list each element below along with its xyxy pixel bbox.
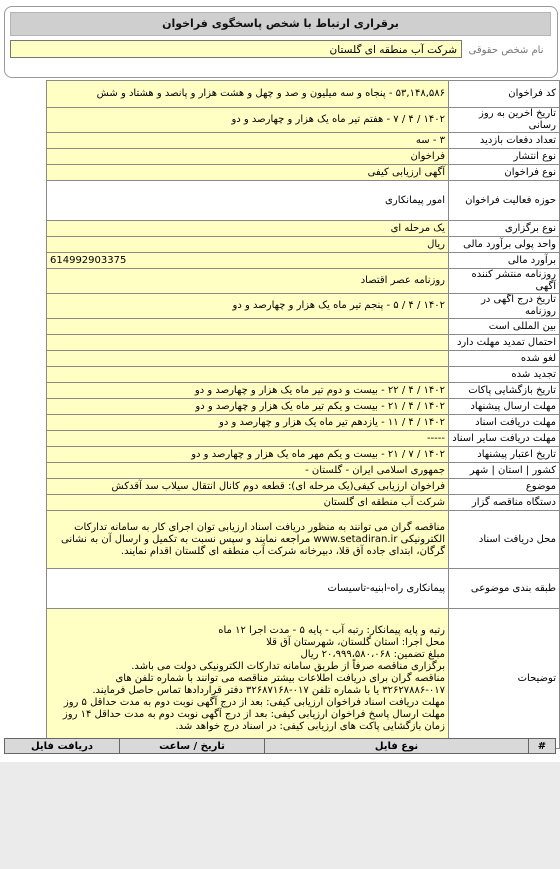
notes-line: مهلت ارسال پاسخ فراخوان ارزیابی کیفی: بعد از درج آگهی نوبت دوم به مدت حداقل ۱۴ روز [62, 708, 445, 720]
last-update-label: تاریخ آخرین به روز رسانی [449, 108, 560, 133]
tender-details-table [46, 80, 560, 749]
category-value: پیمانکاری راه-ابنیه-تاسیسات [47, 569, 449, 609]
org-label: دستگاه مناقصه گزار [449, 495, 560, 511]
scope-label: حوزه فعالیت فراخوان [449, 181, 560, 221]
other-docs-label: مهلت دریافت سایر اسناد [449, 431, 560, 447]
holding-label: نوع برگزاری [449, 221, 560, 237]
submit-deadline-value: ۱۴۰۲ / ۴ / ۲۱ - بیست و یکم تیر ماه یک هزار و چهارصد و دو [47, 399, 449, 415]
scope-value: امور پیمانکاری [47, 181, 449, 221]
files-col-download: دریافت فایل [5, 739, 120, 754]
files-table [4, 738, 556, 754]
pub-date-value: ۱۴۰۲ / ۴ / ۵ - پنجم تیر ماه یک هزار و چهارصد و دو [47, 294, 449, 319]
estimate-label: برآورد مالی [449, 253, 560, 269]
footer-area [0, 762, 560, 869]
legal-entity-field[interactable]: شرکت آب منطقه ای گلستان [10, 40, 462, 58]
notes-line: رتبه و پایه پیمانکار: رتبه آب - پایه ۵ - مدت اجرا ۱۲ ماه [218, 624, 445, 636]
doc-place-label: محل دریافت اسناد [449, 511, 560, 569]
notes-value [47, 609, 449, 749]
notes-line: زمان بازگشایی پاکت های ارزیابی کیفی: در اسناد درج خواهد شد. [175, 720, 445, 732]
newspaper-label: روزنامه منتشر کننده آگهی [449, 269, 560, 294]
category-label: طبقه بندی موضوعی [449, 569, 560, 609]
location-value: جمهوری اسلامی ایران - گلستان - [47, 463, 449, 479]
pub-type-value: فراخوان [47, 149, 449, 165]
legal-entity-label: نام شخص حقوقی [468, 45, 544, 56]
notes-line: مهلت دریافت اسناد فراخوان ارزیابی کیفی: بعد از درج آگهی نوبت دوم به مدت حداقل ۵ روز [63, 696, 445, 708]
validity-value: ۱۴۰۲ / ۷ / ۲۱ - بیست و یکم مهر ماه یک هزار و چهارصد و دو [47, 447, 449, 463]
org-value: شرکت آب منطقه ای گلستان [47, 495, 449, 511]
files-col-datetime: تاریخ / ساعت [120, 739, 265, 754]
canceled-label: لغو شده [449, 351, 560, 367]
call-type-label: نوع فراخوان [449, 165, 560, 181]
extend-value [47, 335, 449, 351]
pub-type-label: نوع انتشار [449, 149, 560, 165]
open-date-value: ۱۴۰۲ / ۴ / ۲۲ - بیست و دوم تیر ماه یک هزار و چهارصد و دو [47, 383, 449, 399]
notes-line: مناقصه گران برای دریافت اطلاعات بیشتر مناقصه می توانند با شماره تلفن های ۰۱۷-۳۲۶۲۷۸۸۶ یا با شماره تلفن ۰۱۷-۳۲۶۸۷۱۶۸ دفتر قراردادها تماس حاصل فرمایند. [92, 672, 445, 696]
notes-label: توضیحات [449, 609, 560, 749]
estimate-value: 614992903375 [47, 253, 449, 269]
notes-line: محل اجرا: استان گلستان، شهرستان آق قلا [266, 636, 445, 648]
currency-value: ریال [47, 237, 449, 253]
contact-header: برقراری ارتباط با شخص پاسخگوی فراخوان [10, 12, 551, 36]
validity-label: تاریخ اعتبار پیشنهاد [449, 447, 560, 463]
intl-value [47, 319, 449, 335]
subject-label: موضوع [449, 479, 560, 495]
renewed-label: تجدید شده [449, 367, 560, 383]
code-value: ۵۳,۱۴۸,۵۸۶ - پنجاه و سه میلیون و صد و چهل و هشت هزار و پانصد و هشتاد و شش [47, 81, 449, 108]
notes-line: برگزاری مناقصه صرفاً از طریق سامانه تدارکات الکترونیکی دولت می باشد. [131, 660, 445, 672]
location-label: کشور | استان | شهر [449, 463, 560, 479]
newspaper-value: روزنامه عصر اقتصاد [47, 269, 449, 294]
holding-value: یک مرحله ای [47, 221, 449, 237]
open-date-label: تاریخ بازگشایی پاکات [449, 383, 560, 399]
other-docs-value: ----- [47, 431, 449, 447]
submit-deadline-label: مهلت ارسال پیشنهاد [449, 399, 560, 415]
subject-value: فراخوان ارزیابی کیفی(یک مرحله ای): قطعه دوم کانال انتقال سیلاب سد آقدکش [47, 479, 449, 495]
code-label: کد فراخوان [449, 81, 560, 108]
last-update-value: ۱۴۰۲ / ۴ / ۷ - هفتم تیر ماه یک هزار و چهارصد و دو [47, 108, 449, 133]
canceled-value [47, 351, 449, 367]
doc-place-value: مناقصه گران می توانند به منظور دریافت اسناد ارزیابی توان اجرای کار به سامانه تدارکات الکترونیکی www.setadiran.ir مراجعه نمایند و سپس نسبت به تکمیل و ارسال آن به نشانی گرگان، ابتدای جاده آق قلا، دبیرخانه شرکت آب منطقه ای گلستان اقدام نمایند. [47, 511, 449, 569]
intl-label: بین المللی است [449, 319, 560, 335]
renewed-value [47, 367, 449, 383]
currency-label: واحد پولی برآورد مالی [449, 237, 560, 253]
pub-date-label: تاریخ درج آگهی در روزنامه [449, 294, 560, 319]
visits-label: تعداد دفعات بازدید [449, 133, 560, 149]
files-col-number: # [529, 739, 556, 754]
call-type-value: آگهی ارزیابی کیفی [47, 165, 449, 181]
doc-deadline-label: مهلت دریافت اسناد [449, 415, 560, 431]
extend-label: احتمال تمدید مهلت دارد [449, 335, 560, 351]
visits-value: ۳ - سه [47, 133, 449, 149]
notes-line: مبلغ تضمین: ۲۰،۹۹۹،۵۸۰،۰۶۸ ریال [300, 648, 445, 660]
files-col-type: نوع فایل [265, 739, 529, 754]
doc-deadline-value: ۱۴۰۲ / ۴ / ۱۱ - یازدهم تیر ماه یک هزار و چهارصد و دو [47, 415, 449, 431]
